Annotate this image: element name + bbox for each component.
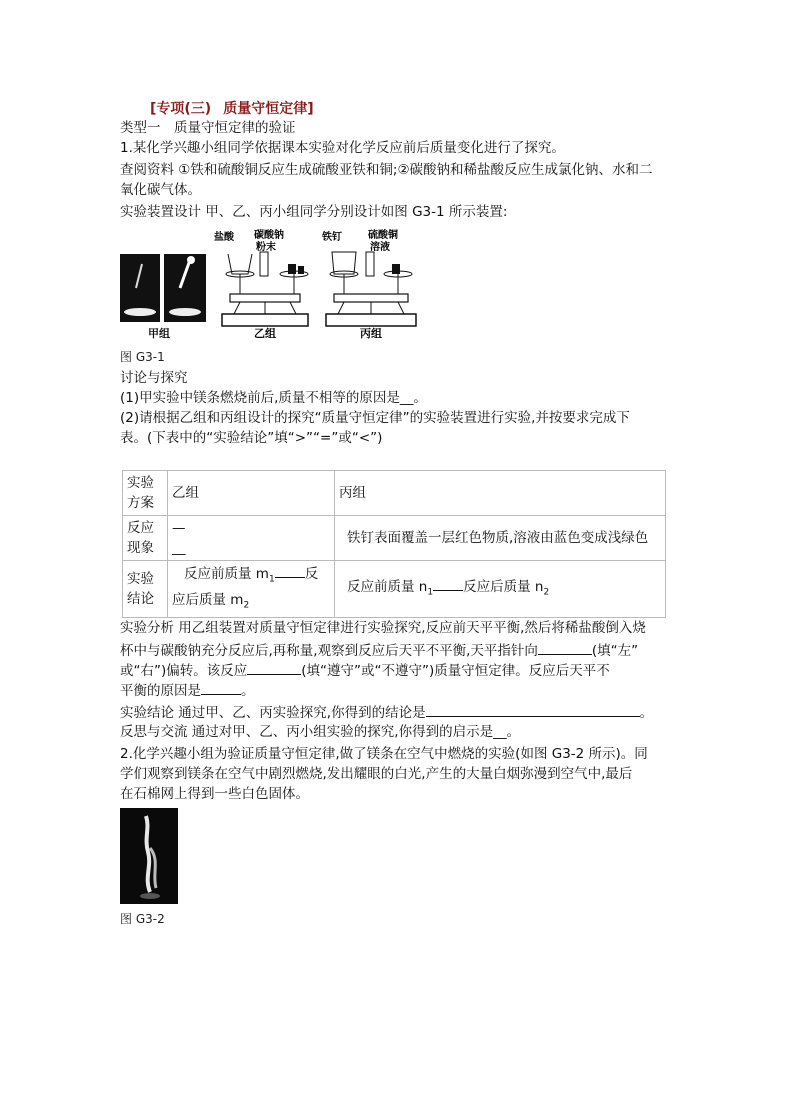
label-iron-nail: 铁钉	[322, 232, 342, 243]
figure-g3-2	[120, 808, 178, 904]
reference-info-line-1: 查阅资料 ①铁和硫酸铜反应生成硫酸亚铁和铜;②碳酸钠和稀盐酸反应生成氯化钠、水和二	[120, 162, 653, 178]
table-header-row	[123, 471, 666, 516]
figure-g3-1-caption: 图 G3-1	[120, 350, 165, 364]
jia-plate-right	[169, 308, 201, 316]
table-row-phenomenon	[123, 516, 666, 561]
question-1-part-1: (1)甲实验中镁条燃烧前后,质量不相等的原因是__。	[120, 390, 427, 406]
conclusion-line-1: 实验	[127, 571, 154, 588]
experiment-table	[122, 470, 666, 618]
reflection-line: 反思与交流 通过对甲、乙、丙小组实验的探究,你得到的启示是__。	[120, 724, 521, 740]
question-2-line-2: 学们观察到镁条在空气中剧烈燃烧,发出耀眼的白光,产生的大量白烟弥漫到空气中,最后	[120, 766, 633, 782]
bing-balance	[326, 252, 416, 326]
header-scheme-cell	[123, 471, 168, 516]
bing-subscript-1: 1	[427, 587, 434, 598]
reference-info-line-2: 氧化碳气体。	[120, 182, 201, 198]
section-title	[150, 98, 326, 118]
yi-after-prefix: 反	[304, 566, 319, 582]
question-2-line-1: 2.化学兴趣小组为验证质量守恒定律,做了镁条在空气中燃烧的实验(如图 G3-2 所示)。同	[120, 746, 648, 762]
obey-law-blank[interactable]	[247, 660, 301, 675]
analysis-line-2-hint: (填“左”	[591, 643, 639, 659]
question-1-stem: 1.某化学兴趣小组同学依据课本实验对化学反应前后质量变化进行了探究。	[120, 140, 565, 156]
analysis-line-3-text: 或“右”)偏转。该反应	[120, 663, 248, 679]
bing-subscript-2: 2	[543, 587, 550, 598]
bing-conclusion-cell	[335, 561, 666, 618]
yi-phenomenon-cell	[168, 516, 335, 561]
jia-plate-left	[124, 308, 156, 316]
header-bing-cell: 丙组	[335, 471, 666, 516]
type-heading: 类型一 质量守恒定律的验证	[120, 120, 296, 136]
header-scheme-line-2: 方案	[127, 495, 154, 511]
conclusion-line	[120, 702, 653, 723]
bing-comparison-blank[interactable]	[433, 576, 463, 591]
question-1-part-2-line-2: 表。(下表中的“实验结论”填“>”“=”或“<”)	[120, 430, 383, 446]
yi-phenomenon-line-1: —	[172, 520, 186, 536]
conclusion-text: 实验结论 通过甲、乙、丙实验探究,你得到的结论是	[120, 705, 426, 721]
bing-before-mass: 反应前质量 n	[347, 578, 428, 595]
analysis-line-4	[120, 680, 255, 701]
phenomenon-line-1: 反应	[127, 520, 154, 536]
yi-after-mass: 应后质量 m	[172, 591, 244, 608]
analysis-line-2-text: 杯中与碳酸钠充分反应后,再称量,观察到反应后天平不平衡,天平指针向	[120, 643, 538, 659]
section-name: 质量守恒定律]	[223, 101, 314, 117]
label-jia-group: 甲组	[148, 327, 170, 340]
yi-before-mass: 反应前质量 m	[184, 566, 269, 582]
analysis-line-3	[120, 660, 610, 681]
header-scheme-line-1: 实验	[127, 475, 154, 491]
analysis-line-3-hint: (填“遵守”或“不遵守”)质量守恒定律。反应后天平不	[301, 663, 610, 679]
header-yi-cell: 乙组	[168, 471, 335, 516]
label-sodium-carbonate: 碳酸钠	[254, 230, 284, 241]
figure-g3-2-caption: 图 G3-2	[120, 912, 165, 926]
label-bing-group: 丙组	[360, 327, 382, 340]
apparatus-design: 实验装置设计 甲、乙、丙小组同学分别设计如图 G3-1 所示装置:	[120, 204, 508, 220]
analysis-line-4-text: 平衡的原因是	[120, 683, 201, 699]
question-1-part-2-line-1: (2)请根据乙组和丙组设计的探究“质量守恒定律”的实验装置进行实验,并按要求完成下	[120, 410, 630, 426]
label-solution: 溶液	[370, 242, 390, 253]
yi-balance	[222, 252, 308, 326]
conclusion-blank[interactable]	[426, 702, 640, 717]
yi-subscript-1: 1	[268, 574, 275, 585]
bing-after-mass: 反应后质量 n	[463, 578, 544, 595]
conclusion-line-2: 结论	[127, 591, 154, 608]
yi-phenomenon-line-2: __	[172, 540, 186, 556]
figure-g3-1	[118, 226, 423, 344]
phenomenon-line-2: 现象	[127, 540, 154, 556]
section-tag: [专项(三)	[150, 101, 212, 117]
imbalance-reason-blank[interactable]	[201, 680, 241, 695]
pointer-direction-blank[interactable]	[538, 640, 592, 655]
analysis-line-1: 实验分析 用乙组装置对质量守恒定律进行实验探究,反应前天平平衡,然后将稀盐酸倒入烧	[120, 620, 646, 636]
row-conclusion-label	[123, 561, 168, 618]
yi-conclusion-cell	[168, 561, 335, 618]
label-yi-group: 乙组	[254, 327, 276, 340]
discussion-heading: 讨论与探究	[120, 370, 188, 386]
label-hydrochloric-acid: 盐酸	[214, 232, 234, 243]
jia-flame	[187, 256, 195, 264]
bing-phenomenon-cell: 铁钉表面覆盖一层红色物质,溶液由蓝色变成浅绿色	[335, 516, 666, 561]
row-phenomenon-label	[123, 516, 168, 561]
yi-comparison-blank[interactable]	[275, 563, 305, 578]
question-2-line-3: 在石棉网上得到一些白色固体。	[120, 786, 309, 802]
analysis-line-2	[120, 640, 638, 661]
label-powder: 粉末	[256, 242, 276, 253]
conclusion-end: 。	[639, 705, 654, 721]
asbestos-net	[140, 893, 160, 899]
analysis-line-4-end: 。	[241, 683, 255, 699]
label-copper-sulfate: 硫酸铜	[368, 230, 398, 241]
table-row-conclusion	[123, 561, 666, 618]
yi-subscript-2: 2	[243, 600, 250, 611]
